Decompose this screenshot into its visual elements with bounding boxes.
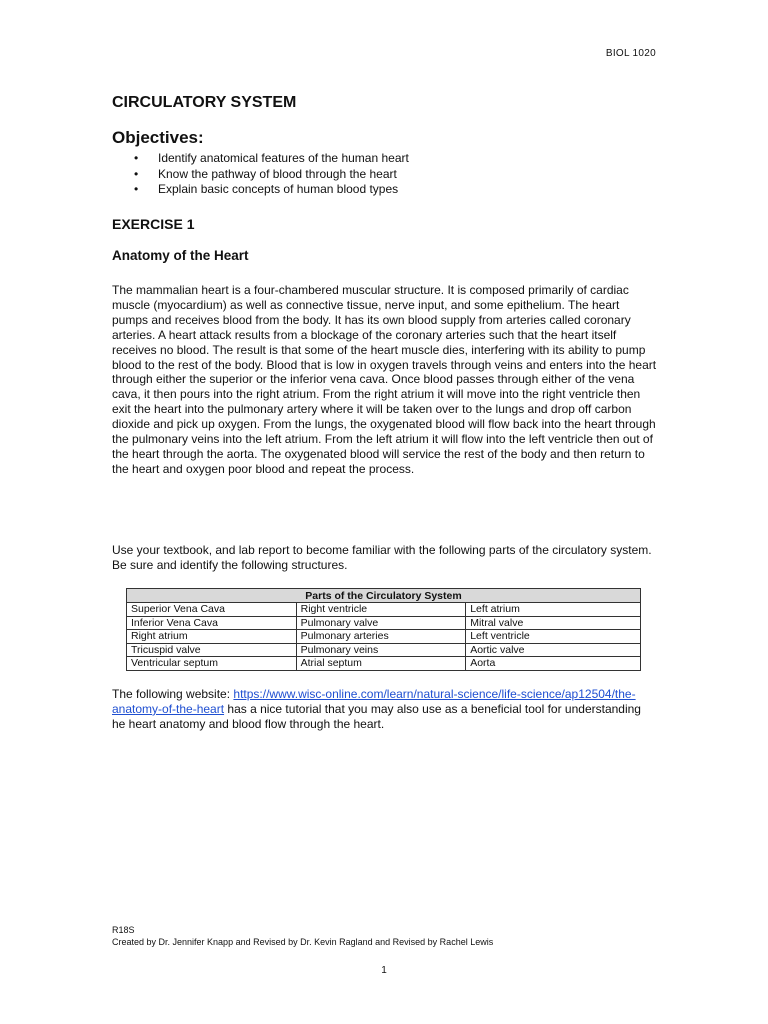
instructions-paragraph: Use your textbook, and lab report to become familiar with the following parts of the circulatory system. Be sure and identify the following structures. bbox=[112, 543, 652, 572]
table-cell: Left ventricle bbox=[466, 630, 641, 644]
objectives-list bbox=[130, 151, 409, 198]
table-cell: Tricuspid valve bbox=[127, 643, 297, 657]
table-cell: Mitral valve bbox=[466, 616, 641, 630]
table-cell: Pulmonary veins bbox=[296, 643, 466, 657]
table-row bbox=[127, 643, 641, 657]
table-cell: Ventricular septum bbox=[127, 657, 297, 671]
exercise-heading: EXERCISE 1 bbox=[112, 216, 195, 232]
page-title: CIRCULATORY SYSTEM bbox=[112, 94, 297, 111]
table-cell: Aortic valve bbox=[466, 643, 641, 657]
table-cell: Right atrium bbox=[127, 630, 297, 644]
footer-credit: Created by Dr. Jennifer Knapp and Revised by Dr. Kevin Ragland and Revised by Rachel Lewis bbox=[112, 937, 494, 947]
tutorial-link[interactable]: https://www.wisc-online.com/learn/natural-science/life-science/ap12504/the-anatomy-of-the-heart bbox=[112, 687, 636, 716]
table-row bbox=[127, 657, 641, 671]
table-cell: Pulmonary arteries bbox=[296, 630, 466, 644]
structures-table bbox=[126, 588, 641, 671]
table-cell: Pulmonary valve bbox=[296, 616, 466, 630]
table-row bbox=[127, 630, 641, 644]
website-paragraph bbox=[112, 687, 657, 732]
table-cell: Atrial septum bbox=[296, 657, 466, 671]
section-subheading: Anatomy of the Heart bbox=[112, 248, 249, 263]
course-code: BIOL 1020 bbox=[605, 48, 656, 59]
table-cell: Right ventricle bbox=[296, 603, 466, 617]
table-header: Parts of the Circulatory System bbox=[127, 589, 641, 603]
table-cell: Inferior Vena Cava bbox=[127, 616, 297, 630]
table-cell: Superior Vena Cava bbox=[127, 603, 297, 617]
website-prefix: The following website: bbox=[112, 687, 234, 701]
objective-item: • Identify anatomical features of the human heart bbox=[130, 151, 409, 167]
table-cell: Aorta bbox=[466, 657, 641, 671]
heart-anatomy-paragraph: The mammalian heart is a four-chambered muscular structure. It is composed primarily of cardiac muscle (myocardium) as well as connective tissue, nerve input, and some epithelium. The heart pumps and receives blood from the body. It has its own blood supply from arteries called coronary arteries. A heart attack results from a blockage of the coronary arteries such that the heart itself receives no blood. The result is that some of the heart muscle dies, interfering with its ability to pump blood to the rest of the body. Blood that is low in oxygen travels through veins and enters into the heart through either the superior or the inferior vena cava. Once blood passes through either of the vena cava, it then pours into the right atrium. From the right atrium it will move into the right ventricle then exit the heart into the pulmonary artery where it will be taken over to the lungs and drop off carbon dioxide and pick up oxygen. From the lungs, the oxygenated blood will flow back into the heart through the pulmonary veins into the left atrium. From the left atrium it will flow into the left ventricle then out of the heart through the aorta. The oxygenated blood will service the rest of the body and then return to the heart and oxygen poor blood and repeat the process. bbox=[112, 283, 657, 476]
structures-table-wrapper bbox=[126, 588, 641, 671]
footer-code: R18S bbox=[112, 925, 135, 935]
table-row bbox=[127, 616, 641, 630]
table-cell: Left atrium bbox=[466, 603, 641, 617]
objective-item: • Know the pathway of blood through the heart bbox=[130, 167, 409, 183]
objectives-heading: Objectives: bbox=[112, 128, 204, 147]
website-suffix: has a nice tutorial that you may also use as a beneficial tool for understanding he heart anatomy and blood flow through the heart. bbox=[112, 701, 641, 731]
objective-item: • Explain basic concepts of human blood types bbox=[130, 182, 409, 198]
table-row bbox=[127, 603, 641, 617]
page-number: 1 bbox=[381, 965, 387, 976]
